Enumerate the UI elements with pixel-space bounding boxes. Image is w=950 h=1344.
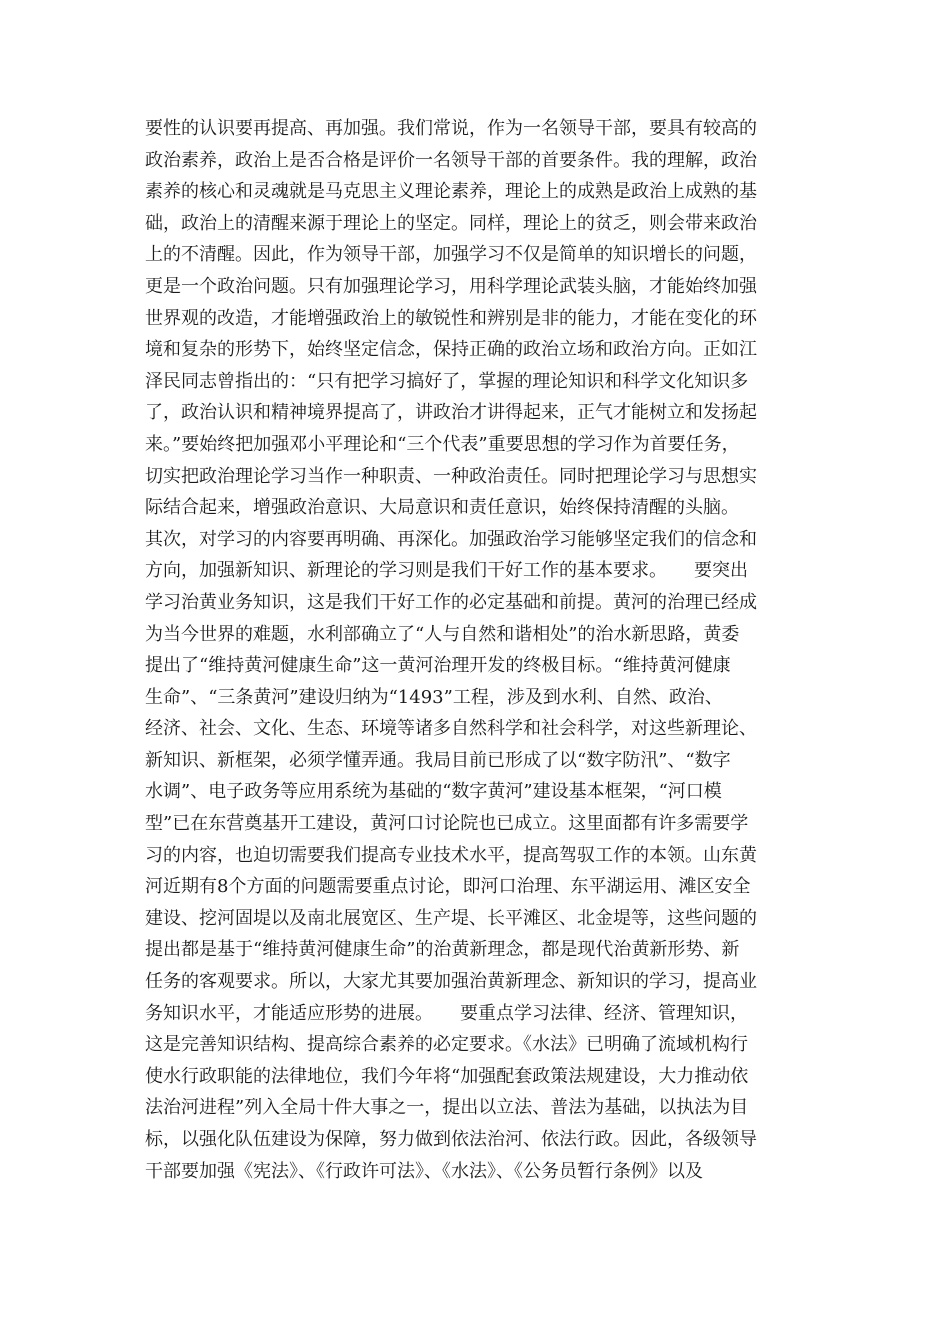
text-line: 切实把政治理论学习当作一种职责、一种政治责任。同时把理论学习与思想实 <box>145 465 757 487</box>
text-line: 标，以强化队伍建设为保障，努力做到依法治河、依法行政。因此，各级领导 <box>145 1129 757 1150</box>
text-line: 生命”、“三条黄河”建设归纳为“1493”工程，涉及到水利、自然、政治、 <box>145 686 723 708</box>
text-line: 经济、社会、文化、生态、环境等诸多自然科学和社会科学，对这些新理论、 <box>145 718 757 740</box>
text-line: 干部要加强《宪法》、《行政许可法》、《水法》、《公务员暂行条例》以及 <box>145 1160 703 1182</box>
text-line: 提出了“维持黄河健康生命”这一黄河治理开发的终极目标。“维持黄河健康 <box>145 655 731 677</box>
text-line: 方向，加强新知识、新理论的学习则是我们干好工作的基本要求。 要突出 <box>145 560 748 582</box>
text-line: 要性的认识要再提高、再加强。我们常说，作为一名领导干部，要具有较高的 <box>145 118 757 139</box>
text-line: 更是一个政治问题。只有加强理论学习，用科学理论武装头脑，才能始终加强 <box>145 275 757 297</box>
text-line: 建设、挖河固堤以及南北展宽区、生产堤、长平滩区、北金堤等，这些问题的 <box>145 907 757 929</box>
text-line: 来。”要始终把加强邓小平理论和“三个代表”重要思想的学习作为首要任务， <box>145 433 740 455</box>
text-line: 学习治黄业务知识，这是我们干好工作的必定基础和前提。黄河的治理已经成 <box>145 591 757 613</box>
text-line: 泽民同志曾指出的：“只有把学习搞好了，掌握的理论知识和科学文化知识多 <box>145 370 749 392</box>
text-line: 其次，对学习的内容要再明确、再深化。加强政治学习能够坚定我们的信念和 <box>145 528 757 550</box>
text-line: 世界观的改造，才能增强政治上的敏锐性和辨别是非的能力，才能在变化的环 <box>145 307 757 329</box>
text-line: 这是完善知识结构、提高综合素养的必定要求。《水法》已明确了流域机构行 <box>145 1034 748 1056</box>
text-line: 政治素养，政治上是否合格是评价一名领导干部的首要条件。我的理解，政治 <box>145 149 757 171</box>
text-line: 水调”、电子政务等应用系统为基础的“数字黄河”建设基本框架，“河口模 <box>145 781 722 803</box>
text-line: 使水行政职能的法律地位，我们今年将“加强配套政策法规建设，大力推动依 <box>145 1065 749 1087</box>
text-line: 提出都是基于“维持黄河健康生命”的治黄新理念，都是现代治黄新形势、新 <box>145 939 740 961</box>
text-line: 新知识、新框架，必须学懂弄通。我局目前已形成了以“数字防汛”、“数字 <box>145 749 731 771</box>
text-line: 了，政治认识和精神境界提高了，讲政治才讲得起来，正气才能树立和发扬起 <box>145 402 757 424</box>
text-line: 型”已在东营奠基开工建设，黄河口讨论院也已成立。这里面都有许多需要学 <box>145 813 749 835</box>
text-line: 务知识水平，才能适应形势的进展。 要重点学习法律、经济、管理知识， <box>145 1002 748 1024</box>
text-line: 为当今世界的难题，水利部确立了“人与自然和谐相处”的治水新思路，黄委 <box>145 623 740 645</box>
text-line: 习的内容，也迫切需要我们提高专业技术水平，提高驾驭工作的本领。山东黄 <box>145 844 757 866</box>
text-line: 境和复杂的形势下，始终坚定信念，保持正确的政治立场和政治方向。正如江 <box>145 339 757 361</box>
text-line: 任务的客观要求。所以，大家尤其要加强治黄新理念、新知识的学习，提高业 <box>145 971 757 993</box>
text-line: 素养的核心和灵魂就是马克思主义理论素养，理论上的成熟是政治上成熟的基 <box>145 181 757 203</box>
body-text <box>145 113 815 1187</box>
text-line: 际结合起来，增强政治意识、大局意识和责任意识，始终保持清醒的头脑。 <box>145 497 739 519</box>
text-line: 上的不清醒。因此，作为领导干部，加强学习不仅是简单的知识增长的问题， <box>145 244 757 266</box>
text-line: 础，政治上的清醒来源于理论上的坚定。同样，理论上的贫乏，则会带来政治 <box>145 212 757 234</box>
text-line: 法治河进程”列入全局十件大事之一，提出以立法、普法为基础，以执法为目 <box>145 1097 749 1119</box>
text-line: 河近期有8个方面的问题需要重点讨论，即河口治理、东平湖运用、滩区安全 <box>145 876 751 898</box>
